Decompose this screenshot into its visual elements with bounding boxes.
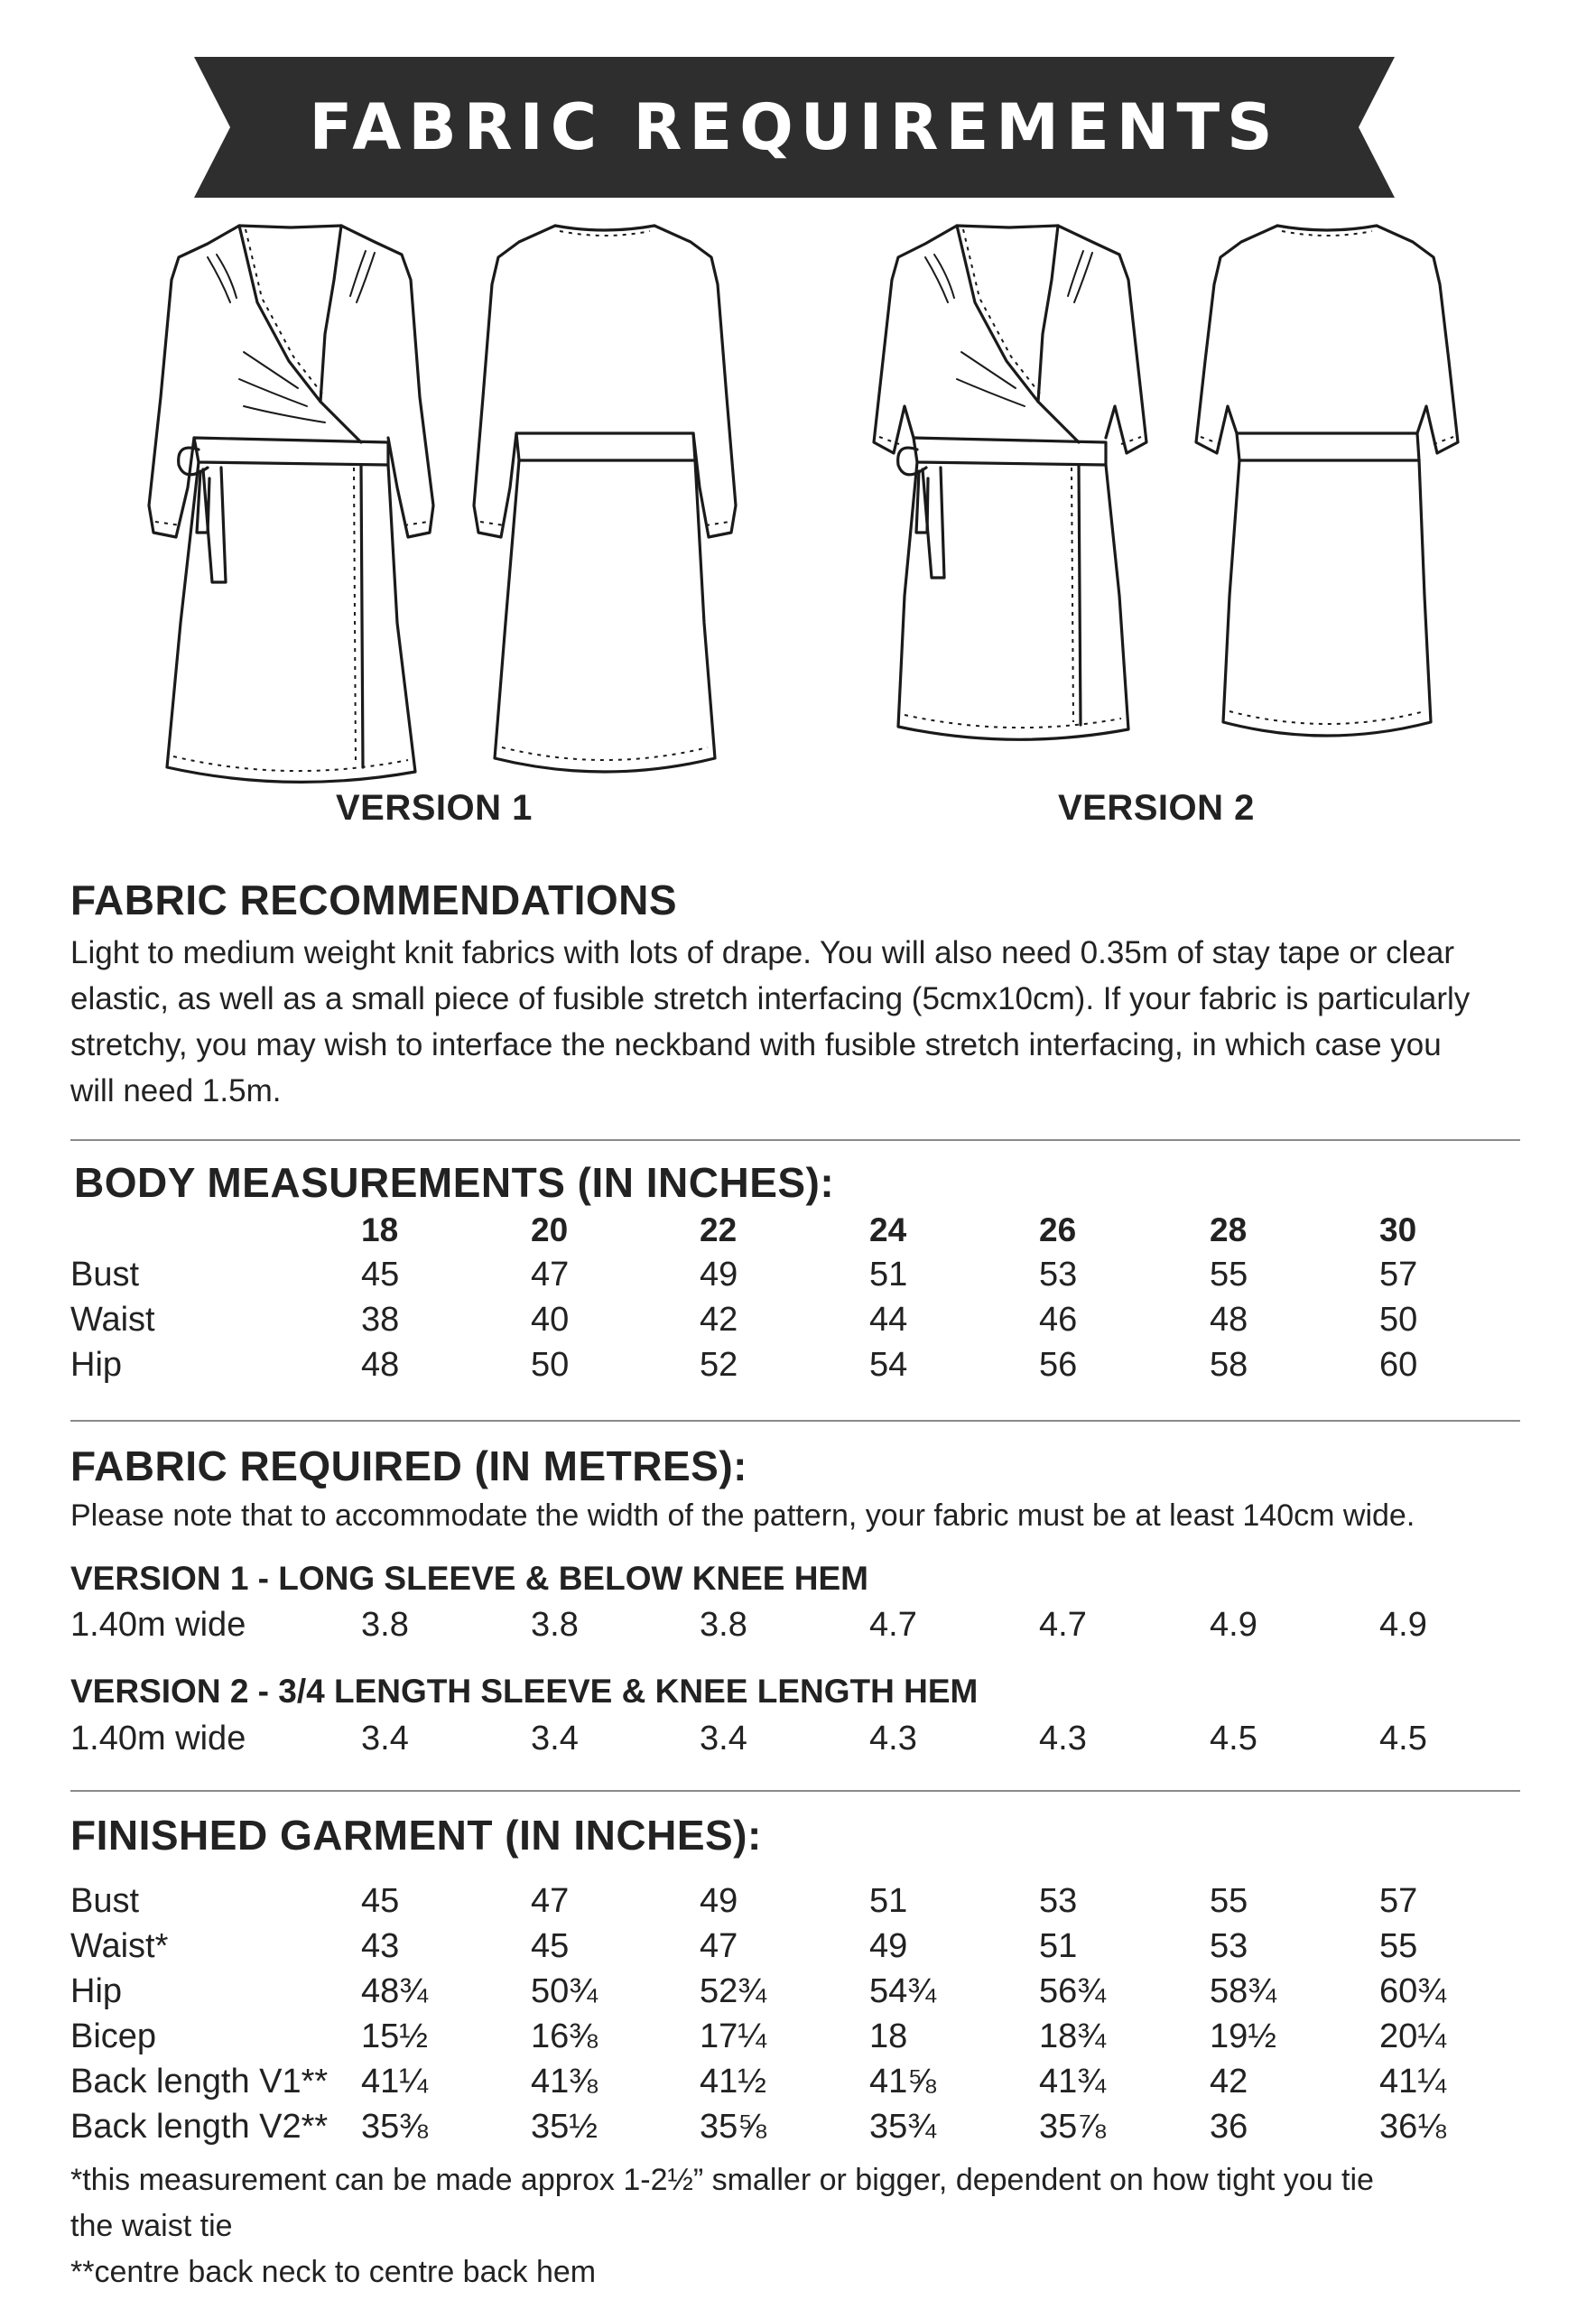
table-cell: 60¾ [1379,1972,1446,2010]
table-row [70,2017,1520,2063]
recommendations-line: stretchy, you may wish to interface the neckband with fusible stretch interfacing, in which case you [70,1027,1442,1062]
table-cell: 42 [700,1301,738,1339]
size-header: 26 [1039,1211,1077,1248]
version1-back-illustration [469,217,740,794]
table-row [70,1346,1520,1391]
row-label: Hip [70,1972,123,2010]
recommendations-heading: FABRIC RECOMMENDATIONS [70,876,678,923]
table-cell: 57 [1379,1882,1418,1920]
table-cell: 41½ [700,2063,766,2101]
table-row [70,1606,1520,1651]
table-cell: 53 [1039,1882,1078,1920]
table-cell: 40 [531,1301,570,1339]
table-cell: 4.7 [869,1606,917,1644]
footnote-line: the waist tie [70,2209,233,2243]
table-cell: 18¾ [1039,2017,1106,2055]
table-cell: 55 [1210,1882,1248,1920]
table-cell: 49 [700,1882,738,1920]
divider [70,1420,1520,1422]
table-cell: 55 [1210,1256,1248,1294]
table-cell: 43 [361,1927,400,1965]
table-cell: 36 [1210,2108,1248,2146]
row-label: Bust [70,1882,140,1920]
row-label: 1.40m wide [70,1720,246,1757]
row-label: Back length V2** [70,2108,329,2146]
table-cell: 49 [700,1256,738,1294]
table-row [70,1972,1520,2017]
table-cell: 41⅝ [869,2063,936,2101]
size-header: 20 [531,1211,569,1248]
table-cell: 54¾ [869,1972,936,2010]
page-title: FABRIC REQUIREMENTS [309,90,1280,164]
table-cell: 56¾ [1039,1972,1106,2010]
row-label: Bicep [70,2017,157,2055]
size-header: 30 [1379,1211,1417,1248]
table-cell: 38 [361,1301,400,1339]
table-cell: 18 [869,2017,908,2055]
table-cell: 41⅜ [531,2063,598,2101]
table-row [70,1301,1520,1346]
fabric-required-heading: FABRIC REQUIRED (IN METRES): [70,1442,747,1489]
table-row [70,1927,1520,1972]
table-cell: 55 [1379,1927,1418,1965]
table-cell: 51 [1039,1927,1078,1965]
row-label: 1.40m wide [70,1606,246,1644]
table-cell: 35¾ [869,2108,936,2146]
table-cell: 3.4 [700,1720,747,1757]
table-row [70,1720,1520,1765]
table-cell: 45 [361,1882,400,1920]
table-cell: 4.3 [869,1720,917,1757]
table-cell: 3.8 [361,1606,409,1644]
table-cell: 60 [1379,1346,1418,1384]
table-row [70,1882,1520,1927]
table-cell: 50 [1379,1301,1418,1339]
table-cell: 58¾ [1210,1972,1276,2010]
row-label: Waist [70,1301,155,1339]
table-cell: 36⅛ [1379,2108,1446,2146]
table-cell: 48¾ [361,1972,428,2010]
version2-back-illustration [1192,217,1462,758]
row-label: Back length V1** [70,2063,329,2101]
table-cell: 48 [361,1346,400,1384]
table-cell: 56 [1039,1346,1078,1384]
footnote-line: *this measurement can be made approx 1-2½” smaller or bigger, dependent on how tight you tie [70,2163,1374,2197]
table-cell: 49 [869,1927,908,1965]
table-cell: 20¼ [1379,2017,1446,2055]
table-cell: 46 [1039,1301,1078,1339]
table-cell: 3.8 [531,1606,579,1644]
table-cell: 42 [1210,2063,1248,2101]
size-header: 22 [700,1211,738,1248]
table-cell: 44 [869,1301,908,1339]
title-banner [194,57,1395,198]
recommendations-line: will need 1.5m. [70,1073,282,1108]
version2-front-illustration [867,217,1155,758]
table-cell: 3.4 [361,1720,409,1757]
table-cell: 4.5 [1210,1720,1257,1757]
table-cell: 3.4 [531,1720,579,1757]
recommendations-line: Light to medium weight knit fabrics with lots of drape. You will also need 0.35m of stay tape or clear [70,935,1455,970]
version1-title: VERSION 1 - LONG SLEEVE & BELOW KNEE HEM [70,1560,868,1597]
table-cell: 50¾ [531,1972,598,2010]
table-cell: 54 [869,1346,908,1384]
recommendations-text [70,930,1520,1114]
table-row [70,2108,1520,2153]
row-label: Hip [70,1346,123,1384]
table-cell: 57 [1379,1256,1418,1294]
version1-front-illustration [144,217,442,794]
footnotes [70,2157,1520,2295]
table-cell: 4.5 [1379,1720,1427,1757]
row-label: Waist* [70,1927,169,1965]
table-cell: 4.9 [1210,1606,1257,1644]
size-header: 18 [361,1211,399,1248]
table-cell: 58 [1210,1346,1248,1384]
table-cell: 48 [1210,1301,1248,1339]
version1-label: VERSION 1 [336,788,533,828]
table-cell: 41¾ [1039,2063,1106,2101]
table-cell: 45 [531,1927,570,1965]
table-cell: 4.9 [1379,1606,1427,1644]
table-cell: 52 [700,1346,738,1384]
table-cell: 35⅜ [361,2108,428,2146]
table-cell: 47 [700,1927,738,1965]
table-cell: 53 [1210,1927,1248,1965]
table-cell: 17¼ [700,2017,766,2055]
version2-label: VERSION 2 [1058,788,1255,828]
table-cell: 16⅜ [531,2017,598,2055]
table-cell: 47 [531,1256,570,1294]
body-measurements-heading: BODY MEASUREMENTS (IN INCHES): [74,1159,835,1206]
table-cell: 45 [361,1256,400,1294]
version2-title: VERSION 2 - 3/4 LENGTH SLEEVE & KNEE LENGTH HEM [70,1673,979,1710]
table-cell: 41¼ [361,2063,428,2101]
table-cell: 19½ [1210,2017,1276,2055]
table-row [70,2063,1520,2108]
table-cell: 52¾ [700,1972,766,2010]
size-header: 24 [869,1211,907,1248]
table-cell: 35⅝ [700,2108,766,2146]
table-cell: 51 [869,1882,908,1920]
table-cell: 51 [869,1256,908,1294]
size-header-row [70,1211,1520,1257]
fabric-required-note: Please note that to accommodate the width of the pattern, your fabric must be at least 140cm wide. [70,1498,1415,1533]
table-row [70,1256,1520,1301]
footnote-line: **centre back neck to centre back hem [70,2255,597,2289]
divider [70,1139,1520,1141]
table-cell: 35⅞ [1039,2108,1106,2146]
table-cell: 53 [1039,1256,1078,1294]
table-cell: 41¼ [1379,2063,1446,2101]
table-cell: 4.3 [1039,1720,1087,1757]
finished-garment-heading: FINISHED GARMENT (IN INCHES): [70,1812,762,1859]
table-cell: 4.7 [1039,1606,1087,1644]
size-header: 28 [1210,1211,1248,1248]
row-label: Bust [70,1256,140,1294]
table-cell: 3.8 [700,1606,747,1644]
table-cell: 15½ [361,2017,428,2055]
table-cell: 35½ [531,2108,598,2146]
recommendations-line: elastic, as well as a small piece of fusible stretch interfacing (5cmx10cm). If your fabric is particularly [70,981,1471,1016]
table-cell: 50 [531,1346,570,1384]
table-cell: 47 [531,1882,570,1920]
divider [70,1790,1520,1792]
